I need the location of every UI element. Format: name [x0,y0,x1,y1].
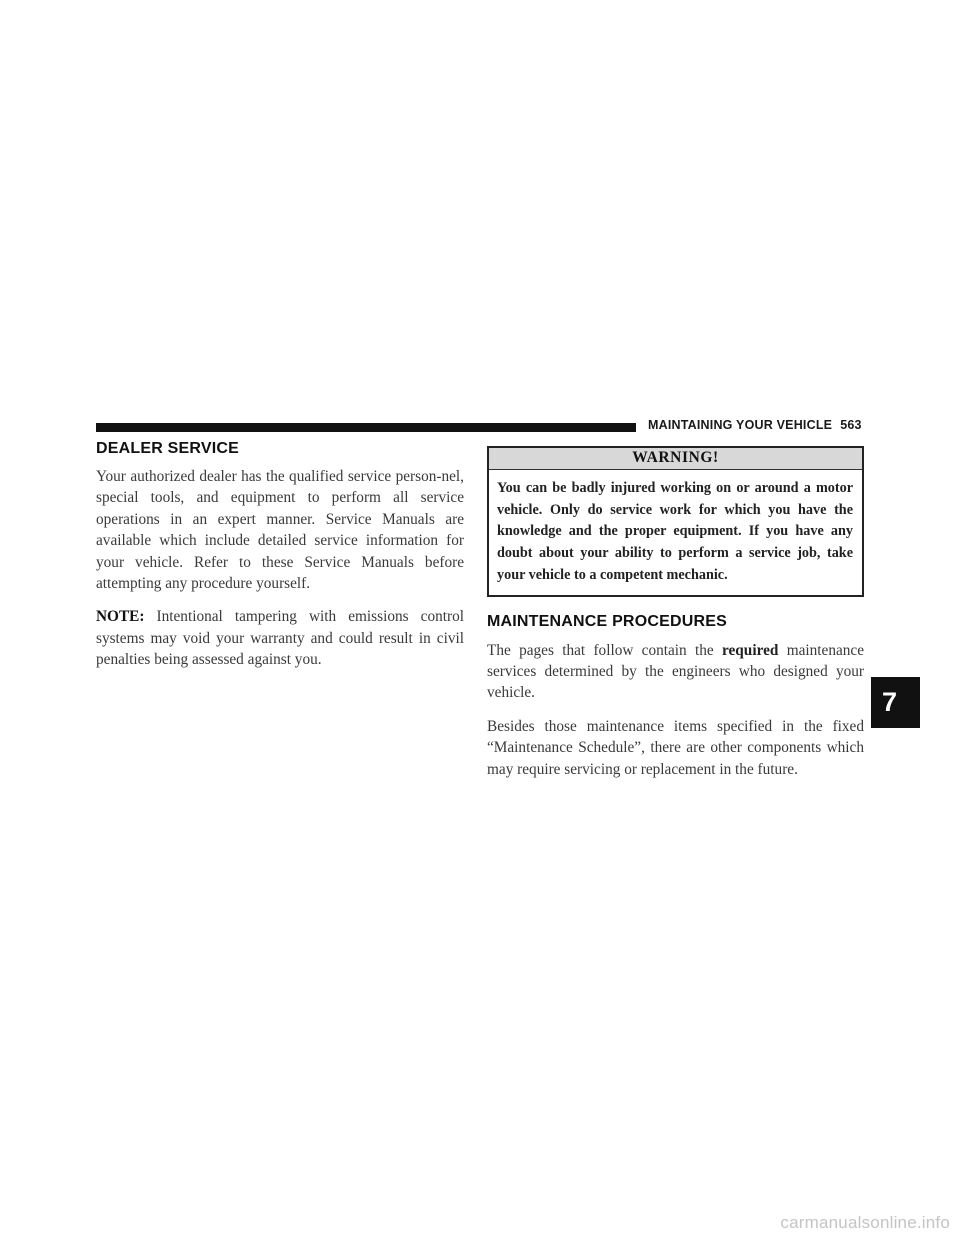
chapter-number: 7 [881,687,898,717]
para1-before: The pages that follow contain the [487,641,722,659]
note-text: Intentional tampering with emissions control systems may void your warranty and could result in civil penalties being assessed against you. [96,608,464,669]
page-number: 563 [840,418,862,432]
note-label: NOTE: [96,608,145,626]
section-title: MAINTAINING YOUR VEHICLE [648,418,833,432]
maintenance-paragraph-1 [487,640,864,704]
right-column [487,446,864,792]
warning-box [487,446,864,597]
running-header [648,418,862,432]
watermark: carmanualsonline.info [780,1213,950,1232]
maintenance-paragraph-2: Besides those maintenance items specified in the fixed “Maintenance Schedule”, there are other components which may require servicing or replacement in the future. [487,717,864,778]
maintenance-procedures-heading: MAINTENANCE PROCEDURES [487,612,727,630]
chapter-tab [871,677,920,728]
dealer-service-paragraph: Your authorized dealer has the qualified service person-nel, special tools, and equipment to perform all service operations in an expert manner. Service Manuals are available which include detailed service information for your vehicle. Refer to these Service Manuals before attempting any procedure yourself. [96,468,464,593]
left-column [96,440,464,683]
dealer-service-heading: DEALER SERVICE [96,440,239,457]
note-paragraph [96,606,464,670]
header-rule [96,423,636,432]
para1-after: maintenance services determined by the engineers who designed your vehicle. [487,641,864,702]
para1-bold: required [722,641,779,659]
warning-title: WARNING! [489,448,862,470]
warning-body: You can be badly injured working on or around a motor vehicle. Only do service work for which you have the knowledge and the proper equipment. If you have any doubt about your ability to perform a service job, take your vehicle to a competent mechanic. [497,480,853,583]
